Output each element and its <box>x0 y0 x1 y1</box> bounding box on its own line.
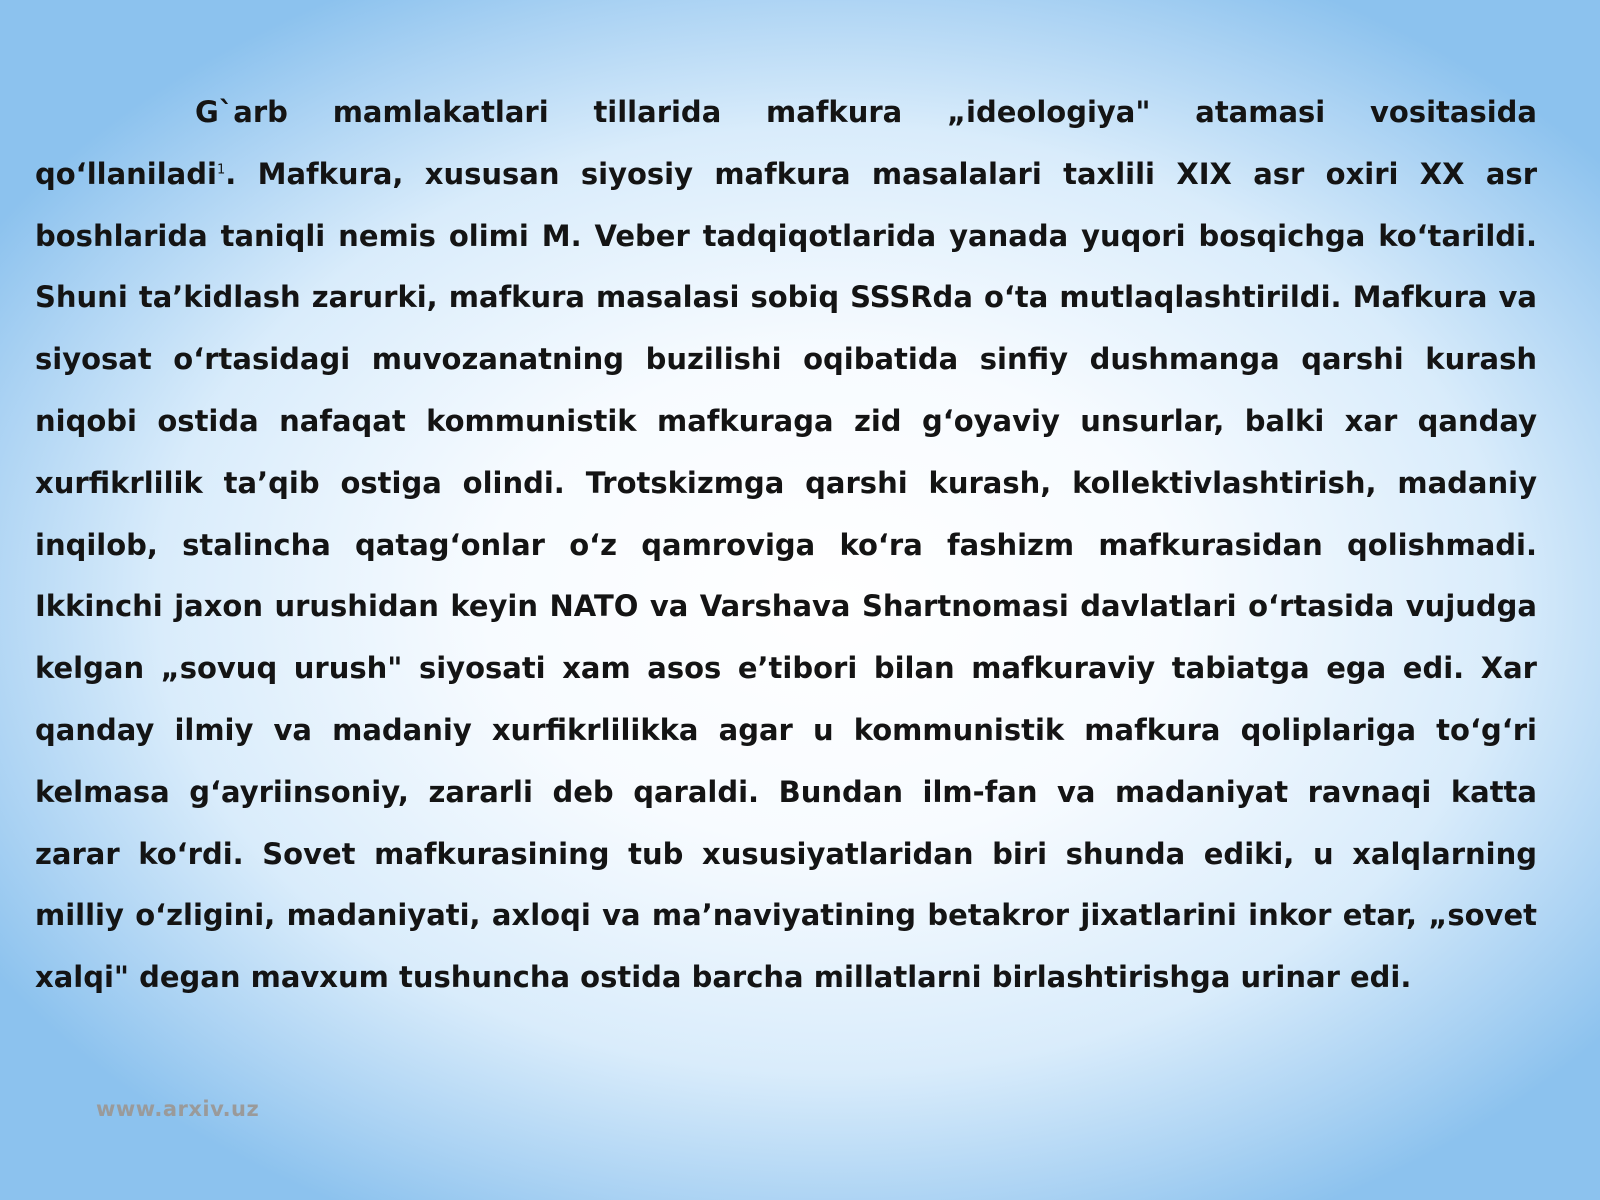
paragraph-text-part-2: . Mafkura, xususan siyosiy mafkura masalalari taxlili XIX asr oxiri XX asr boshlarida taniqli nemis olimi M. Veber tadqiqotlarida yanada yuqori bosqichga ko‘tarildi. Shuni ta’kidlash zarurki, mafkura masalasi sobiq SSSRda o‘ta mutlaqlashtirildi. Mafkura va siyosat o‘rtasidagi muvozanatning buzilishi oqibatida sinfiy dushmanga qarshi kurash niqobi ostida nafaqat kommunistik mafkuraga zid g‘oyaviy unsurlar, balki xar qanday xurfikrlilik ta’qib ostiga olindi. Trotskizmga qarshi kurash, kollektivlashtirish, madaniy inqilob, stalincha qatag‘onlar o‘z qamroviga ko‘ra fashizm mafkurasidan qolishmadi. Ikkinchi jaxon urushidan keyin NATO va Varshava Shartnomasi davlatlari o‘rtasida vujudga kelgan „sovuq urush" siyosati xam asos e’tibori bilan mafkuraviy tabiatga ega edi. Xar qanday ilmiy va madaniy xurfikrlilikka agar u kommunistik mafkura qoliplariga to‘g‘ri kelmasa g‘ayriinsoniy, zararli deb qaraldi. Bundan ilm-fan va madaniyat ravnaqi katta zarar ko‘rdi. Sovet mafkurasining tub xususiyatlaridan biri shunda ediki, u xalqlarning milliy o‘zligini, madaniyati, axloqi va ma’naviyatining betakror jixatlarini inkor etar, „sovet xalqi" degan mavxum tushuncha ostida barcha millatlarni birlashtirishga urinar edi. <box>35 156 1537 995</box>
footnote-reference[interactable]: 1 <box>216 162 226 178</box>
body-paragraph <box>35 82 1537 1009</box>
watermark-url: www.arxiv.uz <box>96 1097 260 1121</box>
paragraph-text-part-1: G`arb mamlakatlari tillarida mafkura „ideologiya" atamasi vositasida qo‘llaniladi <box>35 95 1537 191</box>
